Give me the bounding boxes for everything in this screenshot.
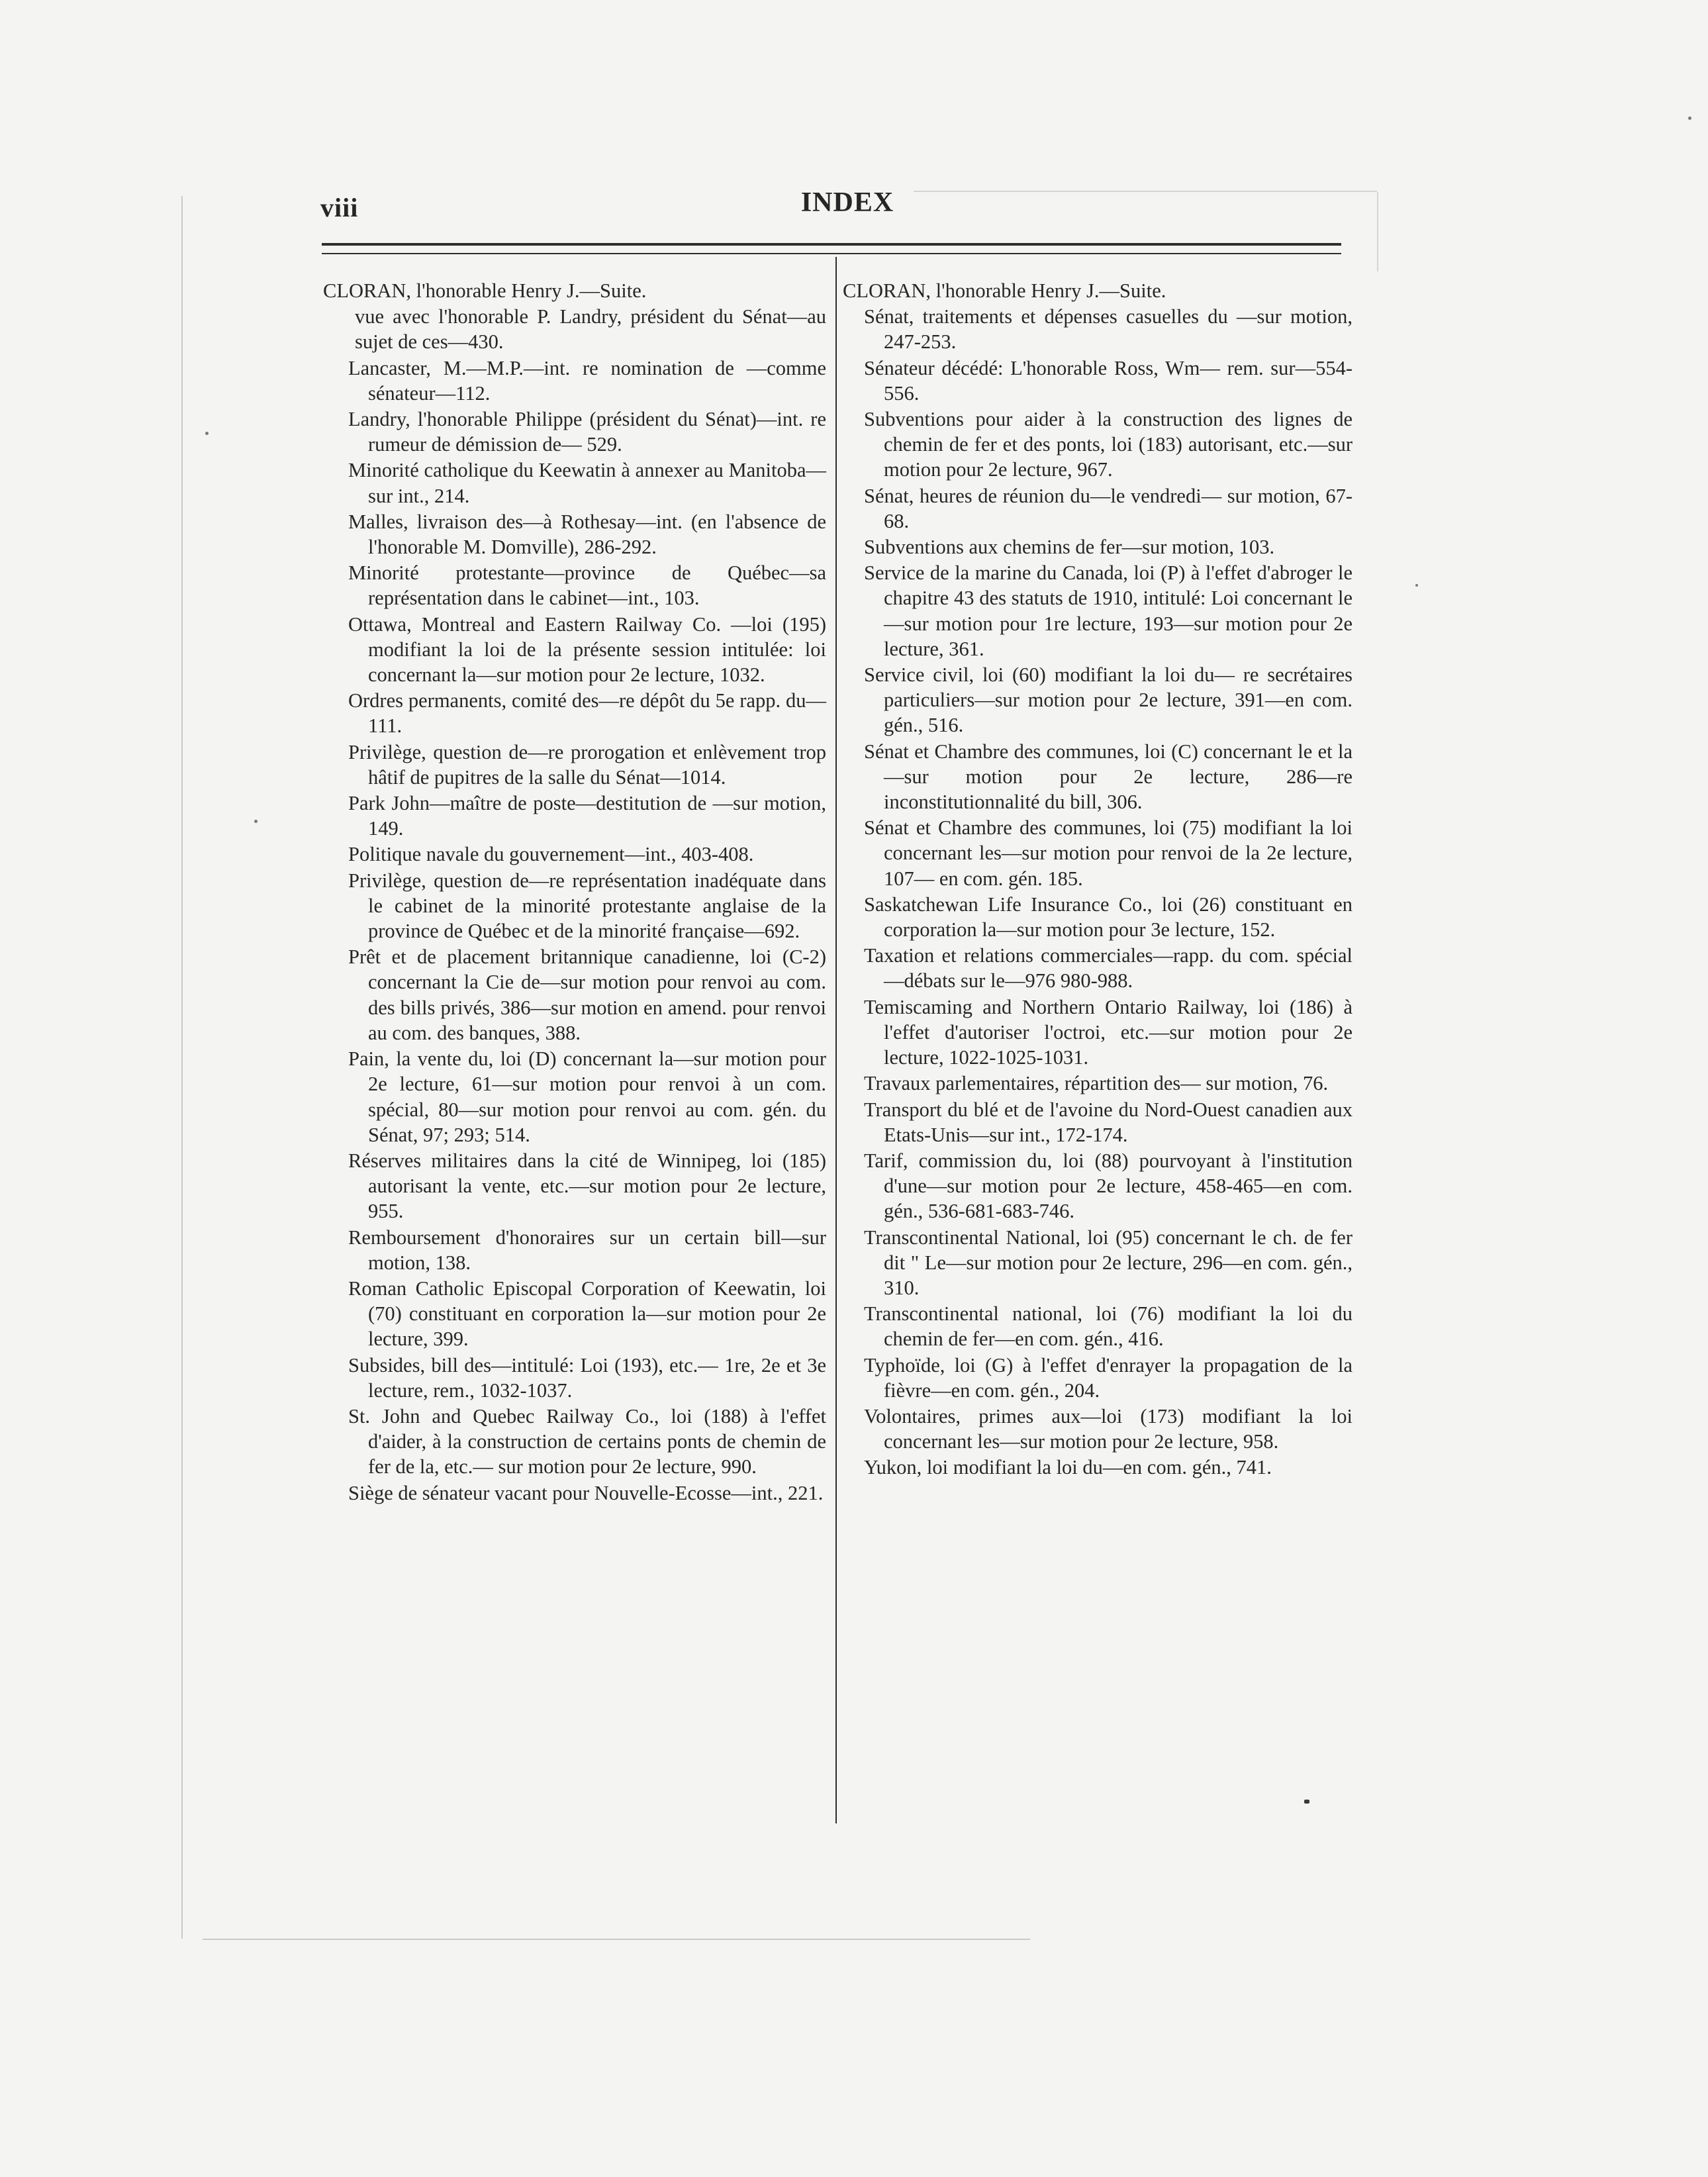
scan-frame-bottom xyxy=(203,1939,1030,1940)
index-entry: Taxation et relations commerciales—rapp. du com. spécial—débats sur le—976 980-988. xyxy=(864,944,1352,992)
page-number: viii xyxy=(320,193,359,222)
ink-speck xyxy=(205,432,209,435)
index-entry: Malles, livraison des—à Rothesay—int. (en l'absence de l'honorable M. Domville), 286-292. xyxy=(348,510,826,559)
index-entry: Subventions pour aider à la construction des lignes de chemin de fer et des ponts, loi (183) autorisant, etc.—sur motion pour 2e lecture, 967. xyxy=(864,408,1352,481)
ink-speck xyxy=(1304,1800,1309,1804)
index-entry: Travaux parlementaires, répartition des— sur motion, 76. xyxy=(864,1072,1329,1095)
index-entry: Minorité protestante—province de Québec—sa représentation dans le cabinet—int., 103. xyxy=(348,561,826,610)
index-entry: Subventions aux chemins de fer—sur motion, 103. xyxy=(864,536,1275,559)
index-entry: Park John—maître de poste—destitution de —sur motion, 149. xyxy=(348,792,826,840)
index-entry: Transcontinental National, loi (95) concernant le ch. de fer dit " Le—sur motion pour 2e lecture, 296—en com. gén., 310. xyxy=(864,1226,1352,1299)
right-column-heading: CLORAN, l'honorable Henry J.—Suite. xyxy=(843,279,1166,302)
index-entry: Tarif, commission du, loi (88) pourvoyant à l'institution d'une—sur motion pour 2e lecture, 458-465—en com. gén., 536-681-683-746. xyxy=(864,1149,1352,1223)
index-entry: Sénat, traitements et dépenses casuelles du —sur motion, 247-253. xyxy=(864,305,1352,354)
index-entry: Service civil, loi (60) modifiant la loi du— re secrétaires particuliers—sur motion pour 2e lecture, 391—en com. gén., 516. xyxy=(864,663,1352,737)
index-entry: Pain, la vente du, loi (D) concernant la—sur motion pour 2e lecture, 61—sur motion pour renvoi à un com. spécial, 80—sur motion pour renvoi au com. gén. du Sénat, 97; 293; 514. xyxy=(348,1047,826,1146)
index-entry: Prêt et de placement britannique canadienne, loi (C-2) concernant la Cie de—sur motion pour renvoi au com. des bills privés, 386—sur motion en amend. pour renvoi au com. des banques, 388. xyxy=(348,945,826,1044)
index-entry: Subsides, bill des—intitulé: Loi (193), etc.— 1re, 2e et 3e lecture, rem., 1032-1037. xyxy=(348,1353,826,1402)
header-rule-thin xyxy=(322,253,1341,254)
index-entry: Siège de sénateur vacant pour Nouvelle-Ecosse—int., 221. xyxy=(348,1481,824,1504)
index-entry: Sénat, heures de réunion du—le vendredi— sur motion, 67-68. xyxy=(864,484,1352,532)
index-entry: Ottawa, Montreal and Eastern Railway Co. —loi (195) modifiant la loi de la présente session intitulée: loi concernant la—sur motion pour 2e lecture, 1032. xyxy=(348,612,826,687)
index-entry: Yukon, loi modifiant la loi du—en com. gén., 741. xyxy=(864,1456,1272,1479)
left-column xyxy=(323,278,826,1506)
ink-speck xyxy=(1688,117,1691,120)
index-entry: St. John and Quebec Railway Co., loi (188) à l'effet d'aider, à la construction de certains ponts de chemin de fer de la, etc.— sur motion pour 2e lecture, 990. xyxy=(348,1404,826,1478)
left-column-continuation: vue avec l'honorable P. Landry, président du Sénat—au sujet de ces—430. xyxy=(355,305,826,354)
index-entry: Landry, l'honorable Philippe (président du Sénat)—int. re rumeur de démission de— 529. xyxy=(348,408,826,456)
column-divider xyxy=(835,257,837,1823)
index-entry: Sénat et Chambre des communes, loi (75) modifiant la loi concernant les—sur motion pour renvoi de la 2e lecture, 107— en com. gén. 185. xyxy=(864,816,1352,890)
index-entry: Sénat et Chambre des communes, loi (C) concernant le et la—sur motion pour 2e lecture, 286—re inconstitutionnalité du bill, 306. xyxy=(864,740,1352,814)
scan-frame-right xyxy=(1377,192,1378,271)
index-entry: Réserves militaires dans la cité de Winnipeg, loi (185) autorisant la vente, etc.—sur motion pour 2e lecture, 955. xyxy=(348,1149,826,1223)
index-entry: Minorité catholique du Keewatin à annexer au Manitoba—sur int., 214. xyxy=(348,459,826,507)
ink-speck xyxy=(254,820,258,823)
index-entry: Sénateur décédé: L'honorable Ross, Wm— rem. sur—554-556. xyxy=(864,356,1352,405)
index-entry: Privilège, question de—re représentation inadéquate dans le cabinet de la minorité protestante anglaise de la province de Québec et de la minorité française—692. xyxy=(348,869,826,943)
header-rule-thick xyxy=(322,243,1341,246)
index-entry: Ordres permanents, comité des—re dépôt du 5e rapp. du—111. xyxy=(348,689,826,738)
index-entry: Transport du blé et de l'avoine du Nord-Ouest canadien aux Etats-Unis—sur int., 172-174. xyxy=(864,1098,1352,1146)
index-entry: Transcontinental national, loi (76) modifiant la loi du chemin de fer—en com. gén., 416. xyxy=(864,1302,1352,1351)
index-entry: Privilège, question de—re prorogation et enlèvement trop hâtif de pupitres de la salle du Sénat—1014. xyxy=(348,740,826,789)
right-column xyxy=(843,278,1352,1481)
index-entry: Temiscaming and Northern Ontario Railway, loi (186) à l'effet d'autoriser l'octroi, etc.—sur motion pour 2e lecture, 1022-1025-1031. xyxy=(864,995,1352,1069)
left-column-heading: CLORAN, l'honorable Henry J.—Suite. xyxy=(323,279,647,302)
index-entry: Typhoïde, loi (G) à l'effet d'enrayer la propagation de la fièvre—en com. gén., 204. xyxy=(864,1353,1352,1402)
index-entry: Service de la marine du Canada, loi (P) à l'effet d'abroger le chapitre 43 des statuts de 1910, intitulé: Loi concernant le—sur motion pour 1re lecture, 193—sur motion pour 2e lecture, 361. xyxy=(864,561,1352,660)
scan-frame-top xyxy=(914,191,1377,192)
index-entry: Lancaster, M.—M.P.—int. re nomination de —comme sénateur—112. xyxy=(348,356,826,405)
ink-speck xyxy=(1415,584,1418,587)
scan-frame-left xyxy=(181,196,183,1939)
index-entry: Roman Catholic Episcopal Corporation of Keewatin, loi (70) constituant en corporation la—sur motion pour 2e lecture, 399. xyxy=(348,1277,826,1351)
index-entry: Saskatchewan Life Insurance Co., loi (26) constituant en corporation la—sur motion pour 3e lecture, 152. xyxy=(864,893,1352,942)
index-entry: Volontaires, primes aux—loi (173) modifiant la loi concernant les—sur motion pour 2e lecture, 958. xyxy=(864,1404,1352,1453)
index-entry: Remboursement d'honoraires sur un certain bill—sur motion, 138. xyxy=(348,1226,826,1274)
page-title: INDEX xyxy=(800,187,894,218)
index-entry: Politique navale du gouvernement—int., 403-408. xyxy=(348,843,754,866)
